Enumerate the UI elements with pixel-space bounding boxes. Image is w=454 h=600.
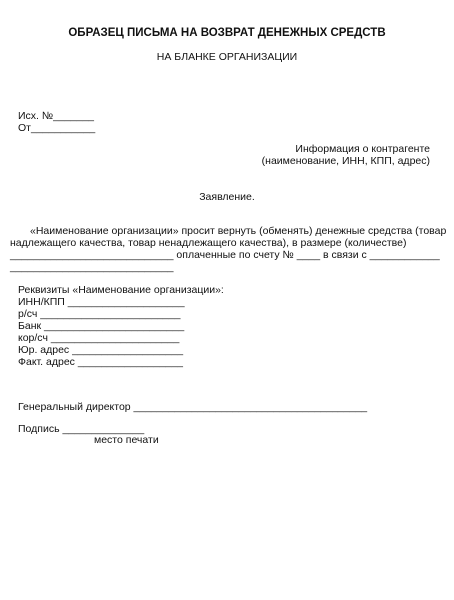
page-title: ОБРАЗЕЦ ПИСЬМА НА ВОЗВРАТ ДЕНЕЖНЫХ СРЕДСТВ [68,27,386,39]
requisite-inn-kpp: ИНН/КПП ____________________ [18,296,185,308]
requisite-corr-account: кор/сч ______________________ [18,332,180,344]
body-line-1: «Наименование организации» просит вернуть (обменять) денежные средства (товар [30,225,447,237]
page-subtitle: НА БЛАНКЕ ОРГАНИЗАЦИИ [156,51,298,63]
requisites-heading: Реквизиты «Наименование организации»: [18,284,224,296]
outgoing-from: От___________ [18,122,96,134]
director-signature-line: Генеральный директор ________________________________________ [18,401,368,413]
recipient-info: Информация о контрагенте [295,143,430,155]
requisite-bank: Банк ________________________ [18,320,185,332]
requisite-account: р/сч ________________________ [18,308,181,320]
statement-title: Заявление. [199,191,255,203]
signature-line: Подпись ______________ [18,423,145,435]
body-line-2: надлежащего качества, товар ненадлежащего качества), в размере (количестве) [10,237,407,249]
recipient-details: (наименование, ИНН, КПП, адрес) [261,155,430,167]
requisite-actual-address: Факт. адрес __________________ [18,356,183,368]
outgoing-ref: Исх. №_______ [18,110,95,122]
stamp-place: место печати [94,434,159,446]
body-line-4: ____________________________ [10,261,174,273]
body-line-3: ____________________________ оплаченные по счету № ____ в связи с ____________ [10,249,440,261]
requisite-legal-address: Юр. адрес ___________________ [18,344,184,356]
